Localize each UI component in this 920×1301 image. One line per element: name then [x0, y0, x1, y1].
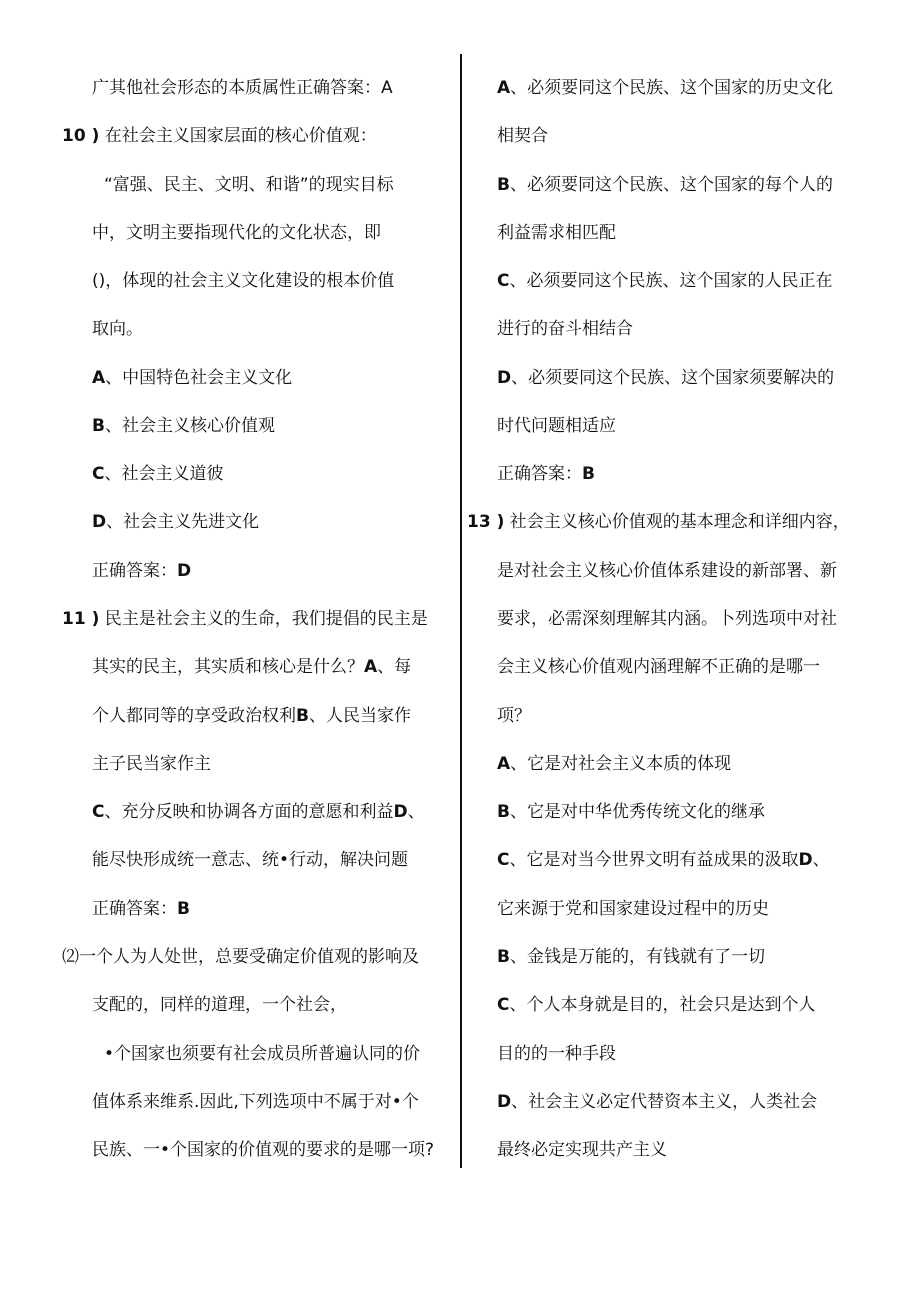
option-d: D、社会主义必定代替资本主义，人类社会 — [497, 1092, 818, 1112]
text-line: 支配的，同样的道理，一个社会， — [92, 995, 347, 1015]
option-c: C、个人本身就是目的，社会只是达到个人 — [497, 995, 816, 1015]
option-c: C、必须要同这个民族、这个国家的人民正在 — [497, 271, 833, 291]
option-b: B、它是对中华优秀传统文化的继承 — [497, 802, 765, 822]
text-line: 利益需求相匹配 — [497, 223, 616, 243]
text-line: 中，文明主要指现代化的文化状态，即 — [92, 223, 381, 243]
answer-line: 正确答案：B — [497, 464, 595, 484]
text-line: 能尽快形成统一意志、统•行动，解决问题 — [92, 850, 409, 870]
text-line: 项？ — [497, 706, 531, 726]
option-d: D、社会主义先进文化 — [92, 512, 260, 532]
option-c: C、它是对当今世界文明有益成果的汲取D、 — [497, 850, 830, 870]
text-line: ()，体现的社会主义文化建设的根本价值 — [92, 271, 395, 291]
text-line: 相契合 — [497, 126, 548, 146]
text-line: •个国家也须要有社会成员所普遍认同的价 — [104, 1044, 421, 1064]
option-a: A、必须要同这个民族、这个国家的历史文化 — [497, 78, 834, 98]
text-line: 要求，必需深刻理解其内涵。卜列选项中对社 — [497, 609, 837, 629]
text-line: 取向。 — [92, 319, 143, 339]
text-line: 进行的奋斗相结合 — [497, 319, 633, 339]
option-d: D、必须要同这个民族、这个国家须要解决的 — [497, 368, 835, 388]
option-a: A、它是对社会主义本质的体现 — [497, 754, 732, 774]
text-line: 值体系来维系.因此,下列选项中不属于对•个 — [92, 1092, 419, 1112]
question-number: 13 ) — [467, 512, 505, 532]
text-line: 时代问题相适应 — [497, 416, 616, 436]
text-line: “富强、民主、文明、和谐”的现实目标 — [104, 175, 394, 195]
answer-line: 正确答案：B — [92, 899, 190, 919]
answer-line: 正确答案：D — [92, 561, 192, 581]
text-line: 目的的一种手段 — [497, 1044, 616, 1064]
question-number: 11 ) — [62, 609, 100, 629]
text-line: C、充分反映和协调各方面的意愿和利益D、 — [92, 802, 425, 822]
text-line: 其实的民主，其实质和核心是什么？A、每 — [92, 657, 412, 677]
question-11: 11 ) 民主是社会主义的生命，我们提倡的民主是 — [62, 609, 428, 629]
text-line: 广其他社会形态的本质属性正确答案：A — [92, 78, 393, 98]
text-line: 个人都同等的享受政治权利B、人民当家作 — [92, 706, 411, 726]
text-line: 是对社会主义核心价值体系建设的新部署、新 — [497, 561, 837, 581]
text-line: 最终必定实现共产主义 — [497, 1140, 667, 1160]
option-c: C、社会主义道彼 — [92, 464, 224, 484]
question-12: ⑵一个人为人处世，总要受确定价值观的影响及 — [62, 947, 419, 967]
text-line: 主子民当家作主 — [92, 754, 211, 774]
text-line: 它来源于党和国家建设过程中的历史 — [497, 899, 769, 919]
option-b: B、社会主义核心价值观 — [92, 416, 275, 436]
text-line: 会主义核心价值观内涵理解不正确的是哪一 — [497, 657, 820, 677]
option-a: A、中国特色社会主义文化 — [92, 368, 293, 388]
option-b: B、必须要同这个民族、这个国家的每个人的 — [497, 175, 833, 195]
option-b: B、金钱是万能的，有钱就有了一切 — [497, 947, 765, 967]
question-10: 10 ) 在社会主义国家层面的核心价值观： — [62, 126, 377, 146]
question-13: 13 ) 社会主义核心价值观的基本理念和详细内容， — [467, 512, 850, 532]
text-line: 民族、一•个国家的价值观的要求的是哪一项? — [92, 1140, 435, 1160]
question-number: 10 ) — [62, 126, 100, 146]
column-divider — [460, 54, 462, 1168]
